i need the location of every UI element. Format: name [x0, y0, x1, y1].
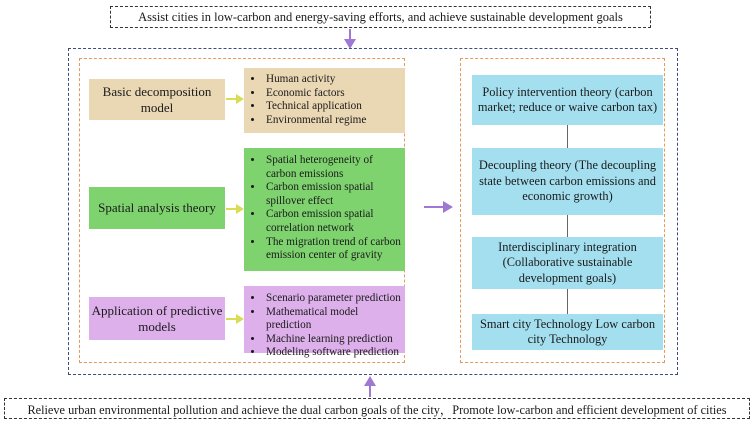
connector-line — [567, 215, 568, 237]
spatial-analysis-box — [89, 187, 225, 229]
basic-decomposition-label: Basic decomposition model — [102, 83, 212, 115]
predictive-models-list — [244, 286, 405, 359]
decoupling-theory-box — [472, 148, 663, 215]
list-item: • Economic factors — [264, 87, 405, 101]
list-item: • Technical application — [264, 100, 405, 114]
list-item: • Machine learning prediction — [264, 333, 405, 347]
decoupling-theory-text: Decoupling theory (The decoupling state between carbon emissions and economic growth) — [478, 158, 657, 204]
predictive-models-label: Application of predictive models — [91, 302, 223, 334]
list-item: • Scenario parameter prediction — [264, 292, 405, 306]
smart-city-text: Smart city Technology Low carbon city Technology — [479, 316, 656, 346]
basic-decomposition-list — [244, 68, 405, 133]
top-down-arrow — [344, 29, 356, 49]
top-goal-text: Assist cities in low-carbon and energy-saving efforts, and achieve sustainable development goals — [138, 9, 623, 24]
list-item: • Carbon emission spatial spillover effect — [264, 181, 405, 208]
smart-city-box — [472, 314, 663, 350]
policy-intervention-text: Policy intervention theory (carbon market; reduce or waive carbon tax) — [477, 84, 658, 114]
interdisciplinary-text: Interdisciplinary integration (Collaborative sustainable development goals) — [498, 239, 637, 285]
bottom-goal-box — [4, 398, 750, 419]
list-item: • Mathematical model prediction — [264, 306, 405, 333]
list-item: • The migration trend of carbon emission center of gravity — [264, 236, 405, 263]
list-item: • Carbon emission spatial correlation network — [264, 208, 405, 235]
connector-line — [567, 125, 568, 148]
predictive-models-box — [89, 297, 225, 340]
spatial-analysis-list — [244, 148, 405, 271]
interdisciplinary-box — [472, 237, 663, 289]
bottom-up-arrow — [364, 376, 376, 397]
list-item: • Human activity — [264, 73, 405, 87]
list-item: • Environmental regime — [264, 114, 405, 128]
policy-intervention-box — [472, 75, 663, 125]
list-item: • Modeling software prediction — [264, 346, 405, 360]
list-item: • Spatial heterogeneity of carbon emissions — [264, 154, 405, 181]
spatial-analysis-label: Spatial analysis theory — [98, 200, 216, 215]
basic-decomposition-box — [89, 79, 225, 120]
bottom-goal-text: Relieve urban environmental pollution and achieve the dual carbon goals of the city，Promote low-carbon and efficient development of cities — [27, 402, 727, 417]
connector-line — [567, 289, 568, 314]
